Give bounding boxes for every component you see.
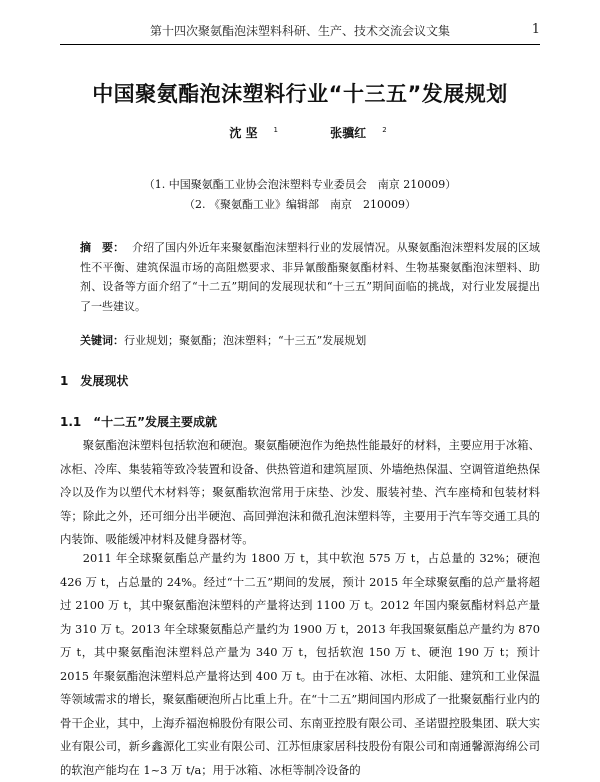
author-list: [0, 124, 600, 141]
running-header: [60, 22, 540, 39]
abstract-text: 介绍了国内外近年来聚氨酯泡沫塑料行业的发展情况。从聚氨酯泡沫塑料发展的区域性不平衡、建筑保温市场的高阻燃要求、非异氰酸酯聚氨酯材料、生物基聚氨酯泡沫塑料、助剂、设备等方面介绍了“十二五”期间的发展现状和“十三五”期间面临的挑战，对行业发展提出了一些建议。: [80, 241, 541, 313]
body-paragraph: 2011 年全球聚氨酯总产量约为 1800 万 t，其中软泡 575 万 t，占总量的 32%；硬泡 426 万 t，占总量的 24%。经过“十二五”期间的发展，预计 2015 年全球聚氨酯的总产量将超过 2100 万 t，其中聚氨酯泡沫塑料的产量将达到 1100 万 t。2012 年国内聚氨酯材料总产量为 310 万 t。2013 年全球聚氨酯总产量约为 1900 万 t，2013 年我国聚氨酯总产量约为 870 万 t，其中聚氨酯泡沫塑料总产量为 340 万 t，包括软泡 150 万 t、硬泡 190 万 t；预计 2015 年聚氨酯泡沫塑料总产量将达到 400 万 t。由于在冰箱、冰柜、太阳能、建筑和工业保温等领域需求的增长，聚氨酯硬泡所占比重上升。在“十二五”期间国内形成了一批聚氨酯行业内的骨干企业，其中，上海乔福泡棉股份有限公司、东南亚控股有限公司、圣诺盟控股集团、联大实业有限公司，新乡鑫源化工实业有限公司、江苏恒康家居科技股份有限公司和南通馨源海绵公司的软泡产能均在 1~3 万 t/a；用于冰箱、冰柜等制冷设备的: [60, 551, 540, 777]
abstract: [80, 238, 540, 316]
keywords-text: 行业规划；聚氨酯；泡沫塑料；“十三五”发展规划: [124, 334, 367, 347]
author: 沈 坚 $^1$: [229, 126, 278, 140]
header-divider: [60, 44, 540, 45]
keywords: [80, 332, 540, 348]
running-title: 第十四次聚氨酯泡沫塑料科研、生产、技术交流会议文集: [149, 24, 450, 38]
subsection-heading: 1.1 “十二五”发展主要成就: [60, 415, 218, 429]
paper-title: 中国聚氨酯泡沫塑料行业“十三五”发展规划: [92, 82, 508, 106]
section-heading: 1 发展现状: [60, 374, 129, 388]
body-paragraph: 聚氨酯泡沫塑料包括软泡和硬泡。聚氨酯硬泡作为绝热性能最好的材料，主要应用于冰箱、冰柜、冷库、集装箱等致冷装置和设备、供热管道和建筑屋顶、外墙绝热保温、空调管道绝热保冷以及作为以塑代木材料等；聚氨酯软泡常用于床垫、沙发、服装衬垫、汽车座椅和包装材料等；除此之外，还可细分出半硬泡、高回弹泡沫和微孔泡沫塑料等，主要用于汽车等交通工具的内装饰、吸能缓冲材料及健身器材等。: [60, 438, 540, 546]
author: 张骥红 $^2$: [330, 126, 387, 140]
affiliation: （2. 《聚氨酯工业》编辑部 南京 210009）: [184, 198, 416, 211]
abstract-label: 摘 要：: [80, 241, 125, 254]
affiliation: （1. 中国聚氨酯工业协会泡沫塑料专业委员会 南京 210009）: [143, 178, 457, 191]
page-number: 1: [531, 22, 540, 37]
keywords-label: 关键词：: [80, 334, 124, 347]
